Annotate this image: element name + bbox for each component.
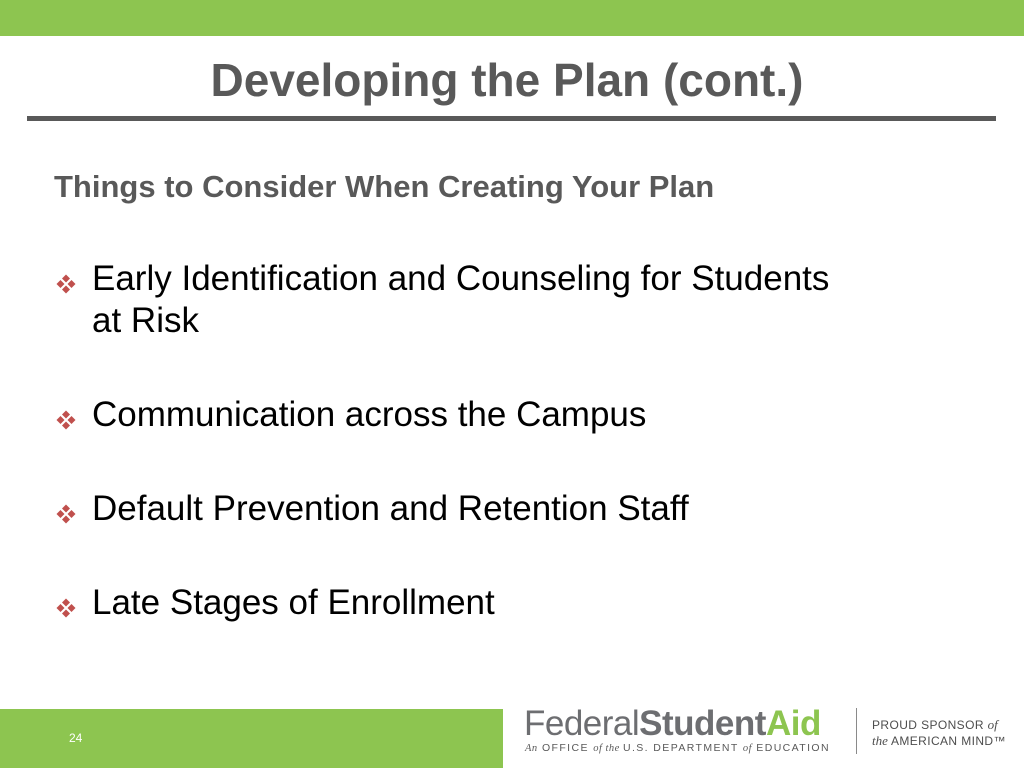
page-number: 24 — [69, 731, 83, 745]
tagline-education: EDUCATION — [751, 742, 830, 754]
logo-tagline — [525, 742, 830, 755]
tagline-an: An — [525, 743, 538, 754]
slide-title: Developing the Plan (cont.) — [210, 54, 804, 106]
sponsor-line1: PROUD SPONSOR — [872, 718, 988, 732]
tagline-of: of — [593, 743, 603, 754]
tagline-office: OFFICE — [537, 742, 594, 754]
logo-student: Student — [639, 704, 766, 743]
sponsor-text — [872, 717, 1022, 749]
federal-student-aid-logo — [524, 704, 844, 758]
sponsor-line2: AMERICAN MIND™ — [887, 734, 1006, 748]
sponsor-the: the — [872, 733, 888, 748]
bullet-item — [54, 488, 974, 530]
tagline-of: of — [742, 743, 752, 754]
bullet-item — [54, 394, 974, 436]
bullet-item — [54, 582, 974, 624]
bullet-item — [54, 258, 974, 342]
bullet-text-line: Communication across the Campus — [92, 395, 647, 434]
four-diamond-bullet-icon — [55, 503, 77, 525]
slide-subtitle: Things to Consider When Creating Your Plan — [54, 169, 715, 204]
logo-aid: Aid — [765, 704, 821, 743]
bullet-text-line: at Risk — [92, 301, 199, 340]
four-diamond-bullet-icon — [55, 597, 77, 619]
four-diamond-bullet-icon — [55, 409, 77, 431]
bullet-text-line: Default Prevention and Retention Staff — [92, 489, 689, 528]
bullet-text-line: Late Stages of Enrollment — [92, 583, 495, 622]
logo-divider — [856, 708, 857, 754]
title-underline — [27, 116, 996, 121]
bullet-list — [54, 258, 974, 624]
four-diamond-bullet-icon — [55, 273, 77, 295]
logo-federal: Federal — [524, 704, 640, 743]
tagline-the: the — [602, 743, 623, 754]
tagline-department: U.S. DEPARTMENT — [622, 742, 743, 754]
logo-wordmark — [524, 704, 821, 744]
sponsor-of: of — [987, 717, 998, 732]
top-accent-bar — [0, 0, 1024, 36]
bullet-text-line: Early Identification and Counseling for Students — [92, 259, 830, 298]
